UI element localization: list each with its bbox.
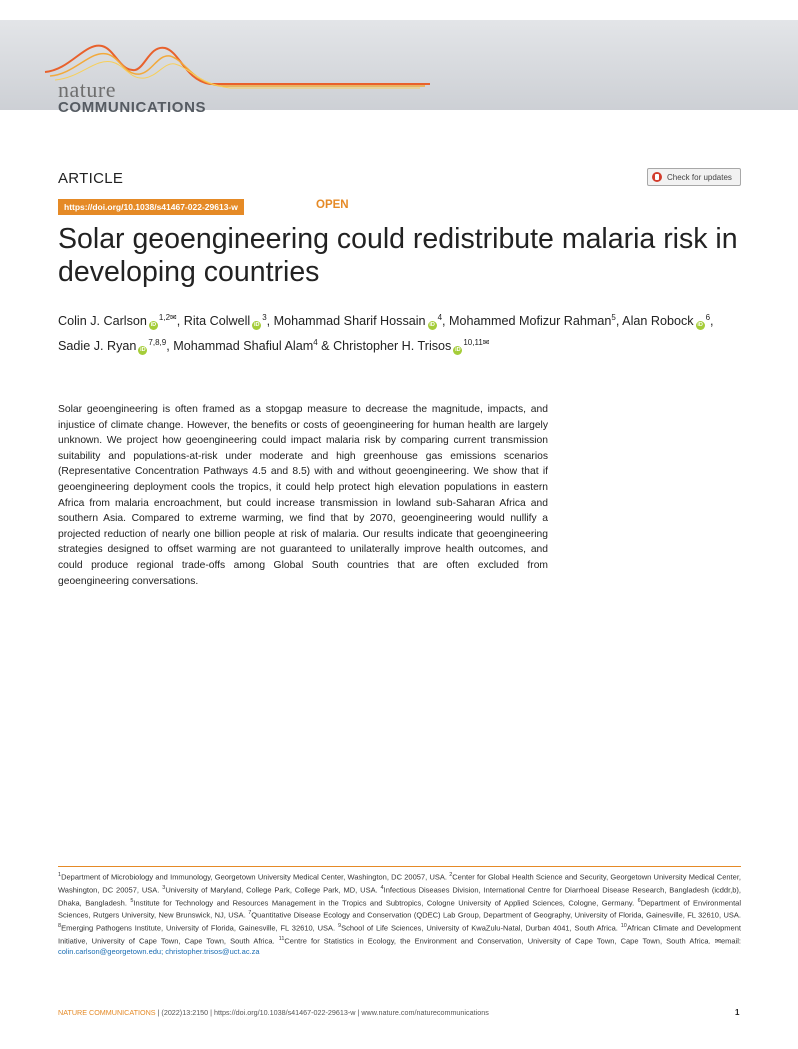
author-separator: & — [317, 339, 334, 354]
affiliation-text: African Climate and Development Initiative, University of Cape Town, Cape Town, South Africa. — [58, 923, 741, 946]
logo-communications-text: COMMUNICATIONS — [58, 99, 207, 116]
author-name[interactable]: Sadie J. Ryan — [58, 339, 137, 354]
affiliation-number: 6 — [637, 897, 641, 904]
affiliation-text: Infectious Diseases Division, International Centre for Diarrhoeal Disease Research, Bangladesh (icddr,b), Dhaka, Bangladesh. — [58, 885, 741, 908]
orcid-icon[interactable]: iD — [253, 322, 260, 329]
footer-journal-name: NATURE COMMUNICATIONS — [58, 1008, 156, 1017]
check-updates-label: Check for updates — [667, 172, 732, 182]
email-label: ✉email: — [714, 936, 741, 946]
orcid-icon[interactable]: iD — [697, 322, 703, 329]
author-name[interactable]: Mohammad Shafiul Alam — [173, 339, 314, 354]
affiliation-text: School of Life Sciences, University of KwaZulu-Natal, Durban 4041, South Africa. — [341, 923, 621, 933]
crossmark-icon — [652, 172, 662, 182]
check-for-updates-button[interactable] — [647, 168, 741, 186]
affiliation-number: 2 — [449, 872, 453, 878]
affiliation-number: 10 — [620, 923, 627, 930]
affiliation-number: 9 — [338, 923, 342, 930]
page-footer — [58, 1008, 489, 1017]
author-separator: , — [166, 339, 174, 354]
page-number: 1 — [735, 1008, 740, 1017]
author-affiliation-ref: 1,2✉ — [158, 313, 177, 322]
author-name[interactable]: Christopher H. Trisos — [333, 339, 452, 354]
author-list — [58, 307, 748, 357]
author-affiliation-ref: 6 — [705, 313, 711, 322]
orcid-icon[interactable]: iD — [455, 347, 461, 354]
abstract-text: Solar geoengineering is often framed as a stopgap measure to decrease the magnitude, impacts, and injustice of climate change. However, the benefits or costs of geoengineering for human health are largely unknown. We project how geoengineering could impact malaria risk by comparing current transmission suitability and populations-at-risk under moderate and high greenhouse gas emissions scenarios (Representative Concentration Pathways 4.5 and 8.5) with and without geoengineering. We show that if geoengineering deployment cools the tropics, it could help protect high elevation populations in eastern Africa from malaria encroachment, but could increase transmission in lowland sub-Saharan Africa and southern Asia. Compared to extreme warming, we find that by 2070, geoengineering would nullify a projected reduction of nearly one billion people at risk of malaria. Our results indicate that geoengineering strategies designed to offset warming are not guaranteed to unilaterally improve health outcomes, and could produce regional trade-offs among Global South countries that are often excluded from geoengineering conversations. — [58, 404, 548, 587]
affiliation-text: Quantitative Disease Ecology and Conservation (QDEC) Lab Group, Department of Geography, University of Florida, Gainesville, FL 32610, USA. — [251, 910, 741, 920]
affiliation-text: University of Maryland, College Park, College Park, MD, USA. — [165, 885, 381, 895]
author-separator: , — [442, 314, 450, 329]
affiliation-text: Department of Microbiology and Immunology, Georgetown University Medical Center, Washington, DC 20057, USA. — [61, 872, 450, 882]
affiliation-text: Centre for Statistics in Ecology, the Environment and Conservation, University of Cape Town, Cape Town, South Africa. — [284, 936, 715, 946]
affiliation-number: 4 — [380, 884, 384, 891]
orcid-icon[interactable]: iD — [140, 347, 146, 354]
journal-banner — [0, 20, 798, 116]
affiliation-text: Institute for Technology and Resources Management in the Tropics and Subtropics, Cologne University of Applied Sciences, Cologne, Germany. — [133, 898, 638, 908]
author-affiliation-ref: 10,11✉ — [463, 338, 490, 348]
author-name[interactable]: Colin J. Carlson — [58, 314, 147, 329]
affiliation-number: 11 — [278, 935, 285, 942]
author-affiliation-ref: 5 — [611, 313, 616, 322]
author-affiliation-ref: 7,8,9 — [148, 338, 167, 348]
email-links[interactable]: colin.carlson@georgetown.edu; christopher.trisos@uct.ac.za — [58, 946, 260, 956]
article-type-label: ARTICLE — [58, 170, 124, 187]
orcid-icon[interactable]: iD — [150, 322, 157, 329]
author-separator: , — [615, 314, 623, 329]
author-name[interactable]: Mohammad Sharif Hossain — [273, 314, 426, 329]
affiliation-number: 7 — [248, 910, 252, 917]
author-affiliation-ref: 4 — [437, 313, 443, 322]
affiliation-number: 8 — [58, 923, 62, 930]
affiliation-text: Department of Environmental Sciences, Rutgers University, New Brunswick, NJ, USA. — [58, 898, 741, 920]
author-separator: , — [266, 314, 274, 329]
affiliation-number: 3 — [162, 884, 166, 891]
footer-citation: | (2022)13:2150 | https://doi.org/10.1038/s41467-022-29613-w | www.nature.com/naturecommunications — [155, 1008, 489, 1017]
author-separator: , — [176, 314, 184, 329]
author-separator: , — [710, 314, 714, 329]
affiliation-number: 1 — [58, 872, 62, 878]
article-title: Solar geoengineering could redistribute malaria risk in developing countries — [58, 223, 738, 288]
affiliations-block — [58, 870, 741, 957]
affiliation-text: Emerging Pathogens Institute, University of Florida, Gainesville, FL 32610, USA. — [61, 923, 338, 933]
author-name[interactable]: Rita Colwell — [183, 314, 251, 329]
author-affiliation-ref: 4 — [313, 338, 318, 348]
affiliation-number: 5 — [130, 897, 134, 904]
author-name[interactable]: Alan Robock — [622, 314, 694, 329]
author-affiliation-ref: 3 — [262, 313, 267, 322]
affiliation-text: Center for Global Health Science and Security, Georgetown University Medical Center, Washington, DC 20057, USA. — [58, 872, 741, 895]
logo-nature-text: nature — [58, 77, 116, 102]
open-access-label: OPEN — [316, 199, 349, 211]
orcid-icon[interactable]: iD — [429, 322, 435, 329]
author-name[interactable]: Mohammed Mofizur Rahman — [449, 314, 612, 329]
affiliations-divider — [58, 866, 741, 867]
doi-link[interactable]: https://doi.org/10.1038/s41467-022-29613-w — [58, 199, 244, 215]
